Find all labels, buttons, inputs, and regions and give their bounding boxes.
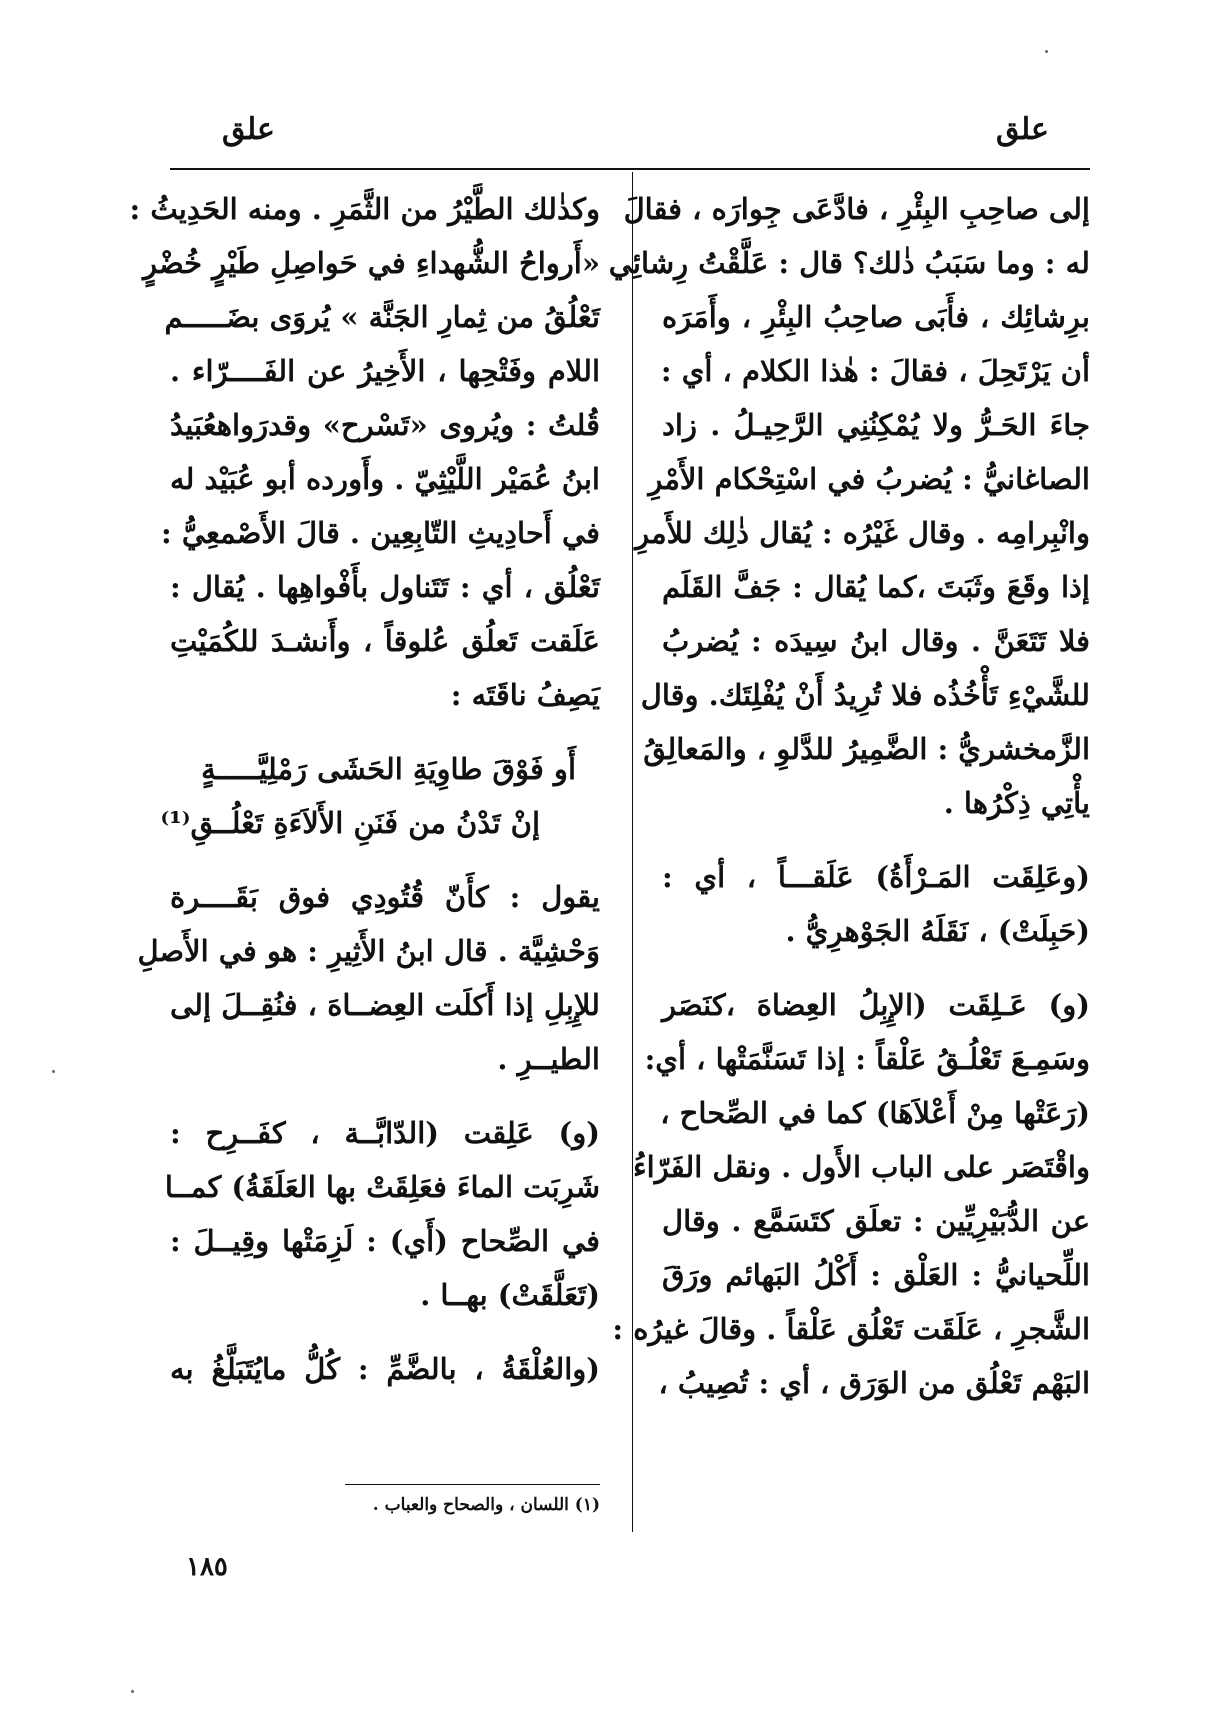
paragraph-gap [662,830,1090,850]
text-line: يقول : كأَنّ قُتُودِي فوق بَقَــــرة [170,880,600,914]
text-line: وانْبِرامِه . وقال غَيْرُه : يُقال ذٰلِك للأَمرِ [635,516,1090,550]
verse-line: أَو فَوْقَ طاوِيَةِ الحَشَى رَمْلِيَّـــــةٍ [201,752,576,786]
paragraph-gap [170,1322,600,1342]
entry-line: (تَعَلَّقَتْ) بهــا . [420,1278,600,1312]
scan-speck [52,1070,55,1073]
text-line: فلا تَتَعَنَّ . وقال ابنُ سِيدَه : يُضربُ [662,624,1090,658]
text-line: الطيــرِ . [497,1042,600,1076]
entry-line: (والعُلْقَةُ ، بالضَّمِّ : كُلُّ مايُتَبَلَّغُ به [170,1352,600,1386]
entry-line: شَرِبَت الماءَ فعَلِقَتْ بها العَلَقَةُ) كمــا [164,1170,600,1204]
entry-line: (حَبِلَتْ) ، نَقَلَهُ الجَوْهرِيُّ . [785,914,1090,948]
text-line: للشَّيْءِ تَأْخُذُه فلا تُرِيدُ أَنْ يُفْلِتَك. وقال [640,678,1090,712]
text-line: تَعْلُقُ من ثِمارِ الجَنَّة » يُروَى بضَـــــم [164,300,600,334]
text-line: إذا وقَعَ وثَبَتَ ،كما يُقال : جَفَّ القَلَم [662,570,1090,604]
verse-line: إنْ تَدْنُ من فَنَنِ الأَلاَءَةِ تَعْلُــقِ⁽¹⁾ [160,806,540,840]
right-column [608,182,1090,1410]
entry-line: (رَعَتْها مِنْ أَعْلاَهَا) كما في الصِّحاح ، [660,1096,1090,1130]
text-line: «أَرواحُ الشُّهداءِ في حَواصِلِ طَيْرٍ خُضْرٍ [143,246,600,280]
paragraph-gap [662,958,1090,978]
text-line: له : وما سَبَبُ ذٰلك؟ قال : عَلَّقْتُ رِشائِي [608,246,1090,280]
text-line: الزَّمخشريُّ : الضَّمِيرُ للدَّلوِ ، والمَعالِقُ [643,732,1090,766]
header-rule [170,168,1090,170]
entry-line: واقْتَصَر على الباب الأَول . ونقل الفَرّاءُ [633,1150,1090,1184]
scan-speck [1045,50,1048,53]
paragraph-gap [170,1086,600,1106]
page-number: ١٨٥ [186,1552,228,1582]
entry-line: وسَمِـعَ تَعْلُـقُ عَلْقاً : إذا تَسَنَّمَتْها ، أي: [644,1042,1090,1076]
text-line: قُلتُ : ويُروى «تَسْرح» وقدرَواهعُبَيدُ [170,408,600,442]
text-line: وَحْشِيَّة . قال ابنُ الأَثِيرِ : هو في الأَصلِ [137,934,600,968]
paragraph-gap [170,722,600,742]
paragraph-gap [170,850,600,870]
text-line: برِشائِك ، فأَبَى صاحِبُ البِئْرِ ، وأَمَرَه [662,300,1090,334]
entry-line: البَهْم تَعْلُق من الوَرَق ، أي : تُصِيبُ ، [658,1366,1090,1400]
text-line: اللام وفَتْحِها ، الأَخِيرُ عن الفَــــرّاء . [170,354,600,388]
text-line: وكذٰلك الطَّيْرُ من الثَّمَرِ . ومنه الحَدِيثُ : [129,192,600,226]
text-line: في أَحادِيثِ التّابِعِين . قالَ الأَصْمعِيُّ : [161,516,600,550]
footnote-rule [345,1484,600,1485]
text-line: جاءَ الحَـرُّ ولا يُمْكِنُنِي الرَّحِيـلُ . زاد [662,408,1090,442]
text-line: للإِبِلِ إذا أَكلَت العِضــاهَ ، فنُقِــلَ إلى [170,988,600,1022]
text-line: إلى صاحِبِ البِئْرِ ، فادَّعَى جِوارَه ، فقالَ [623,192,1090,226]
entry-line: (وعَلِقَت المَـرْأَةُ) عَلَقـــاً ، أي : [662,860,1090,894]
text-line: الصاغانيُّ : يُضربُ في اسْتِحْكام الأَمْرِ [648,462,1090,496]
text-line: يَصِفُ ناقَتَه : [450,678,600,712]
text-line: ابنُ عُمَيْر اللَّيْثِيّ . وأَورده أبو عُبَيْد له [170,462,600,496]
text-line: أن يَرْتَحِلَ ، فقالَ : هٰذا الكلام ، أي : [660,354,1090,388]
text-line: عَلَقت تَعلُق عُلوقاً ، وأَنشـدَ للكُمَيْتِ [170,624,600,658]
text-line: يأْتِي ذِكْرُها . [943,786,1090,820]
entry-line: (و) عَلِقت (الدّابَّــة ، كفَــرِح : [170,1116,600,1150]
entry-line: (و) عَـلِقَت (الإِبِلُ العِضاهَ ،كنَصَر [662,988,1090,1022]
left-column [129,182,600,1396]
entry-line: اللِّحيانيُّ : العَلْق : أَكْلُ البَهائم ورَقَ [662,1258,1090,1292]
entry-line: عن الدُّبَيْرِيِّين : تعلَق كتَسَمَّع . وقال [662,1204,1090,1238]
running-header-left: علق [222,112,275,147]
entry-line: الشَّجرِ ، عَلَقَت تَعْلُق عَلْقاً . وقالَ غيرُه : [612,1312,1090,1346]
footnote: (١) اللسان ، والصحاح والعباب . [372,1495,600,1515]
scan-speck [131,1690,134,1693]
running-header-right: علق [996,112,1049,147]
text-line: تَعْلُق ، أي : تَتَناول بأَفْواهِها . يُقال : [170,570,600,604]
entry-line: في الصِّحاح (أَي) : لَزِمَتْها وقِيــلَ : [170,1224,600,1258]
